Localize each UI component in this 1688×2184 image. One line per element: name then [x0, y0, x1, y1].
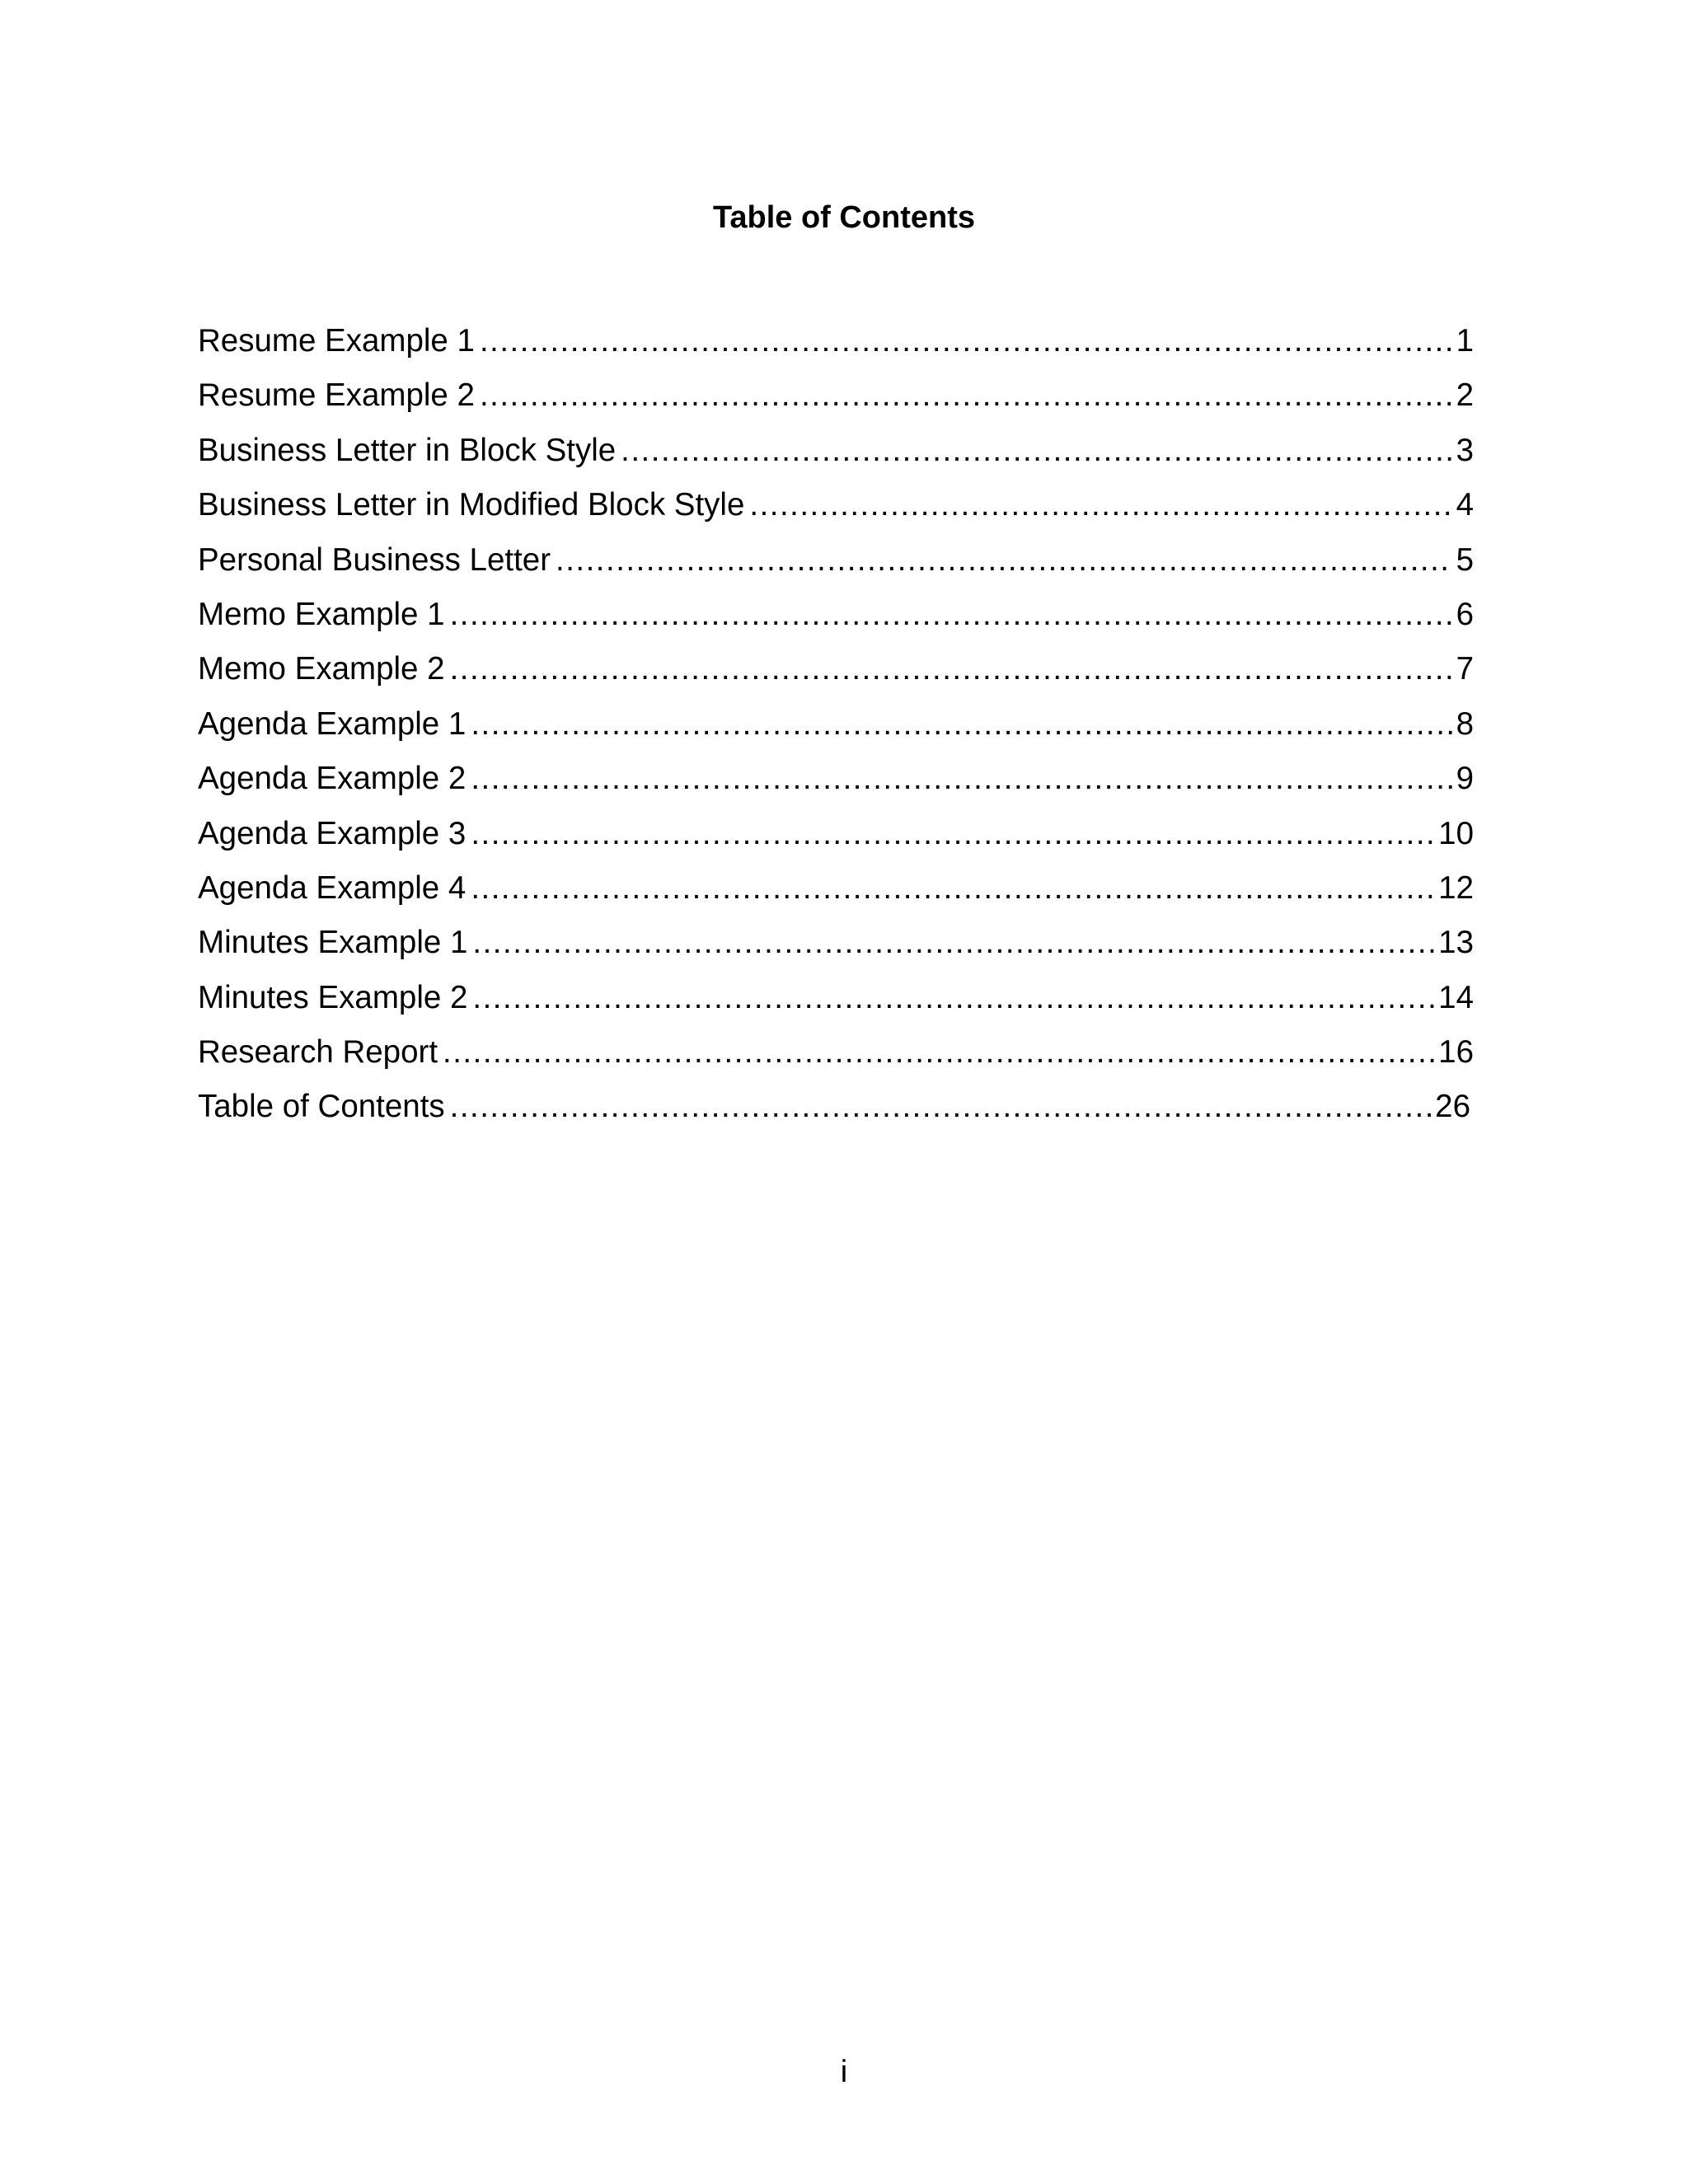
toc-entry[interactable]: [198, 540, 1474, 594]
toc-leader-dots: [471, 758, 1452, 799]
toc-entry-label: Memo Example 1: [198, 596, 445, 632]
toc-entry-page: 14: [1438, 979, 1474, 1015]
toc-leader-dots: [556, 540, 1453, 581]
toc-leader-dots: [472, 922, 1435, 963]
toc-entry-page: 16: [1438, 1034, 1474, 1071]
toc-entry-label: Agenda Example 2: [198, 761, 467, 797]
toc-leader-dots: [749, 485, 1452, 526]
toc-leader-dots: [480, 375, 1453, 416]
toc-entry[interactable]: [198, 485, 1474, 539]
toc-leader-dots: [450, 594, 1453, 635]
toc-entry-label: Memo Example 2: [198, 651, 445, 687]
toc-entry-page: 9: [1456, 761, 1474, 797]
toc-entry-page: 26: [1435, 1089, 1470, 1125]
toc-entry[interactable]: [198, 594, 1474, 649]
toc-entry-label: Resume Example 2: [198, 377, 475, 414]
toc-entry[interactable]: [198, 922, 1474, 977]
toc-entry-label: Business Letter in Modified Block Style: [198, 487, 745, 523]
toc-entry[interactable]: [198, 704, 1474, 758]
toc-leader-dots: [450, 649, 1453, 690]
toc-entry-page: 7: [1456, 651, 1474, 687]
toc-entry[interactable]: [198, 1032, 1474, 1086]
toc-entry-page: 8: [1456, 705, 1474, 742]
toc-entry-page: 5: [1456, 541, 1474, 578]
toc-entry-label: Research Report: [198, 1034, 438, 1071]
toc-entry-label: Agenda Example 3: [198, 815, 467, 851]
toc-leader-dots: [471, 813, 1435, 855]
toc-entry-label: Agenda Example 4: [198, 869, 467, 906]
toc-entry[interactable]: [198, 813, 1474, 868]
toc-list: [198, 321, 1474, 1141]
toc-leader-dots: [621, 430, 1452, 471]
toc-entry[interactable]: [198, 649, 1474, 703]
toc-entry[interactable]: [198, 375, 1474, 429]
toc-entry[interactable]: [198, 758, 1474, 813]
toc-entry-label: Resume Example 1: [198, 323, 475, 359]
page-title: Table of Contents: [712, 200, 976, 235]
toc-leader-dots: [471, 868, 1435, 909]
toc-entry-page: 1: [1456, 323, 1474, 359]
toc-entry[interactable]: [198, 868, 1474, 922]
toc-entry-page: 12: [1438, 869, 1474, 906]
toc-entry-label: Minutes Example 2: [198, 979, 468, 1015]
toc-entry-page: 13: [1438, 925, 1474, 961]
toc-entry-label: Personal Business Letter: [198, 541, 551, 578]
toc-entry[interactable]: [198, 977, 1474, 1032]
toc-leader-dots: [471, 704, 1452, 745]
page-number: i: [840, 2055, 848, 2089]
toc-entry-page: 2: [1456, 377, 1474, 414]
toc-entry-page: 4: [1456, 487, 1474, 523]
toc-entry[interactable]: [198, 1086, 1474, 1141]
toc-leader-dots: [480, 321, 1453, 362]
toc-entry-page: 10: [1438, 815, 1474, 851]
toc-entry-label: Agenda Example 1: [198, 705, 467, 742]
toc-leader-dots: [450, 1086, 1432, 1127]
toc-leader-dots: [443, 1032, 1435, 1073]
toc-leader-dots: [472, 977, 1435, 1019]
toc-entry[interactable]: [198, 321, 1474, 375]
toc-entry-page: 6: [1456, 596, 1474, 632]
toc-entry[interactable]: [198, 430, 1474, 485]
toc-entry-label: Minutes Example 1: [198, 925, 468, 961]
toc-entry-label: Table of Contents: [198, 1089, 445, 1125]
toc-entry-page: 3: [1456, 432, 1474, 468]
toc-entry-label: Business Letter in Block Style: [198, 432, 617, 468]
